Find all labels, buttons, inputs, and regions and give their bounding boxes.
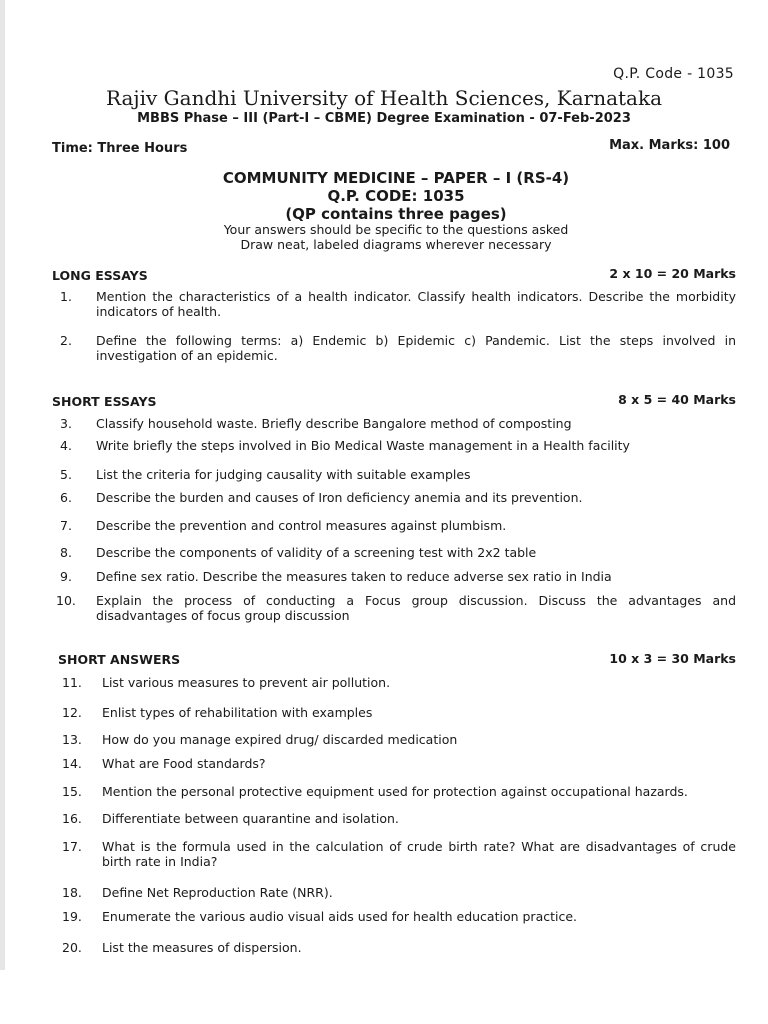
question-number: 17. [62, 839, 82, 854]
question-text: Describe the prevention and control measures against plumbism. [96, 518, 507, 533]
question-number: 3. [60, 416, 72, 431]
question-number: 20. [62, 940, 82, 955]
question-text: Define sex ratio. Describe the measures taken to reduce adverse sex ratio in India [96, 569, 612, 584]
exam-time: Time: Three Hours [52, 141, 188, 156]
question-text: Classify household waste. Briefly describe Bangalore method of composting [96, 416, 572, 431]
question-text: Explain the process of conducting a Focus group discussion. Discuss the advantages and disadvantages of focus group discussion [96, 593, 736, 623]
question-number: 11. [62, 675, 82, 690]
question-text: Differentiate between quarantine and isolation. [102, 811, 399, 826]
question-number: 19. [62, 909, 82, 924]
question-number: 10. [56, 593, 76, 608]
question-text: What are Food standards? [102, 756, 266, 771]
question-number: 2. [60, 333, 72, 348]
section-heading-short-answers: SHORT ANSWERS [58, 652, 181, 667]
question-text: List various measures to prevent air pollution. [102, 675, 391, 690]
exam-title: MBBS Phase – III (Part-I – CBME) Degree Examination - 07-Feb-2023 [137, 111, 631, 126]
question-text: Define the following terms: a) Endemic b) Epidemic c) Pandemic. List the steps involved in investigation of an epidemic. [96, 333, 736, 363]
section-marks-long-essays: 2 x 10 = 20 Marks [609, 266, 736, 281]
question-text: Describe the components of validity of a screening test with 2x2 table [96, 545, 537, 560]
question-text: Write briefly the steps involved in Bio Medical Waste management in a Health facility [96, 438, 630, 453]
question-number: 8. [60, 545, 72, 560]
question-number: 18. [62, 885, 82, 900]
question-number: 9. [60, 569, 72, 584]
subject-title: COMMUNITY MEDICINE – PAPER – I (RS-4) [222, 169, 570, 187]
university-name: Rajiv Gandhi University of Health Sciences, Karnataka [105, 86, 663, 110]
question-number: 12. [62, 705, 82, 720]
question-text: Mention the personal protective equipment used for protection against occupational hazards. [102, 784, 688, 799]
question-number: 13. [62, 732, 82, 747]
question-number: 6. [60, 490, 72, 505]
instruction-line: Your answers should be specific to the questions asked [223, 222, 569, 237]
question-text: List the criteria for judging causality with suitable examples [96, 467, 471, 482]
question-number: 1. [60, 289, 72, 304]
question-text: What is the formula used in the calculation of crude birth rate? What are disadvantages of crude birth rate in India? [102, 839, 736, 869]
qp-code-line: Q.P. CODE: 1035 [327, 187, 465, 205]
question-number: 5. [60, 467, 72, 482]
section-heading-short-essays: SHORT ESSAYS [52, 394, 157, 409]
question-text: How do you manage expired drug/ discarded medication [102, 732, 458, 747]
question-number: 7. [60, 518, 72, 533]
question-text: Enumerate the various audio visual aids used for health education practice. [102, 909, 578, 924]
question-number: 4. [60, 438, 72, 453]
question-text: Enlist types of rehabilitation with examples [102, 705, 373, 720]
section-marks-short-essays: 8 x 5 = 40 Marks [618, 392, 736, 407]
question-number: 16. [62, 811, 82, 826]
section-heading-long-essays: LONG ESSAYS [52, 268, 148, 283]
pages-note: (QP contains three pages) [285, 205, 507, 223]
max-marks: Max. Marks: 100 [609, 138, 730, 153]
question-text: Define Net Reproduction Rate (NRR). [102, 885, 333, 900]
question-text: Mention the characteristics of a health indicator. Classify health indicators. Describe the morbidity indicators of health. [96, 289, 736, 319]
question-text: List the measures of dispersion. [102, 940, 302, 955]
instruction-line: Draw neat, labeled diagrams wherever necessary [240, 237, 552, 252]
question-number: 15. [62, 784, 82, 799]
qp-code: Q.P. Code - 1035 [613, 66, 734, 82]
question-text: Describe the burden and causes of Iron deficiency anemia and its prevention. [96, 490, 583, 505]
question-number: 14. [62, 756, 82, 771]
page-edge-shadow [0, 0, 5, 970]
section-marks-short-answers: 10 x 3 = 30 Marks [609, 651, 736, 666]
